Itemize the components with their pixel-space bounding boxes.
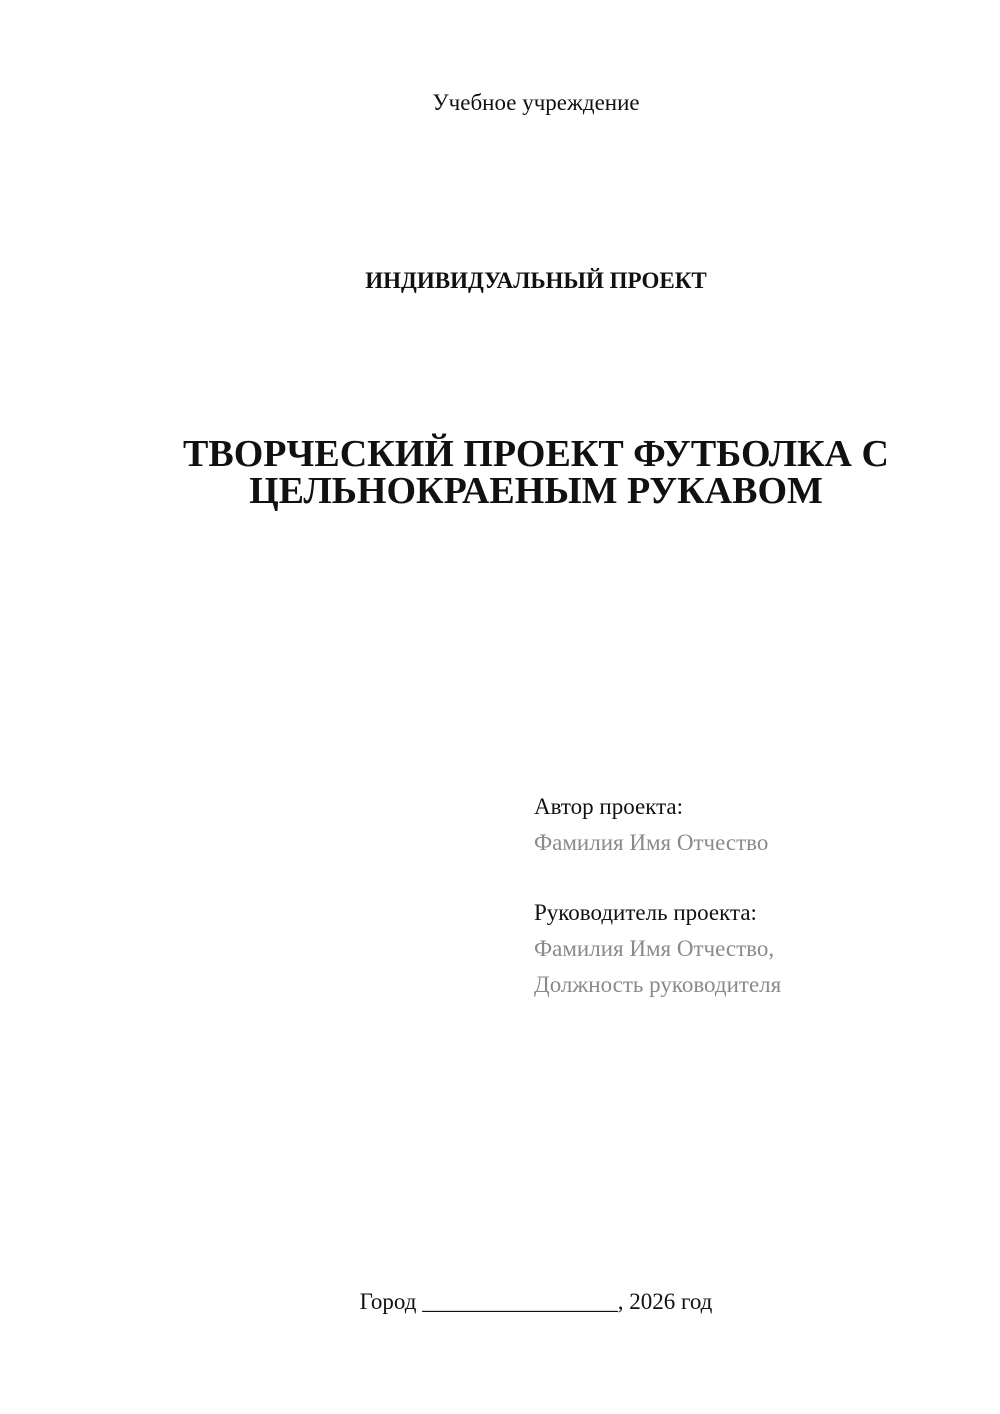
city-year-line: Город _________________, 2026 год [359, 1289, 713, 1314]
project-title-line-2: ЦЕЛЬНОКРАЕНЫМ РУКАВОМ [249, 470, 823, 512]
project-kind-heading: ИНДИВИДУАЛЬНЫЙ ПРОЕКТ [365, 268, 707, 293]
project-info-block [534, 789, 781, 1003]
author-label: Автор проекта: [534, 794, 683, 819]
institution-name: Учебное учреждение [432, 90, 640, 115]
supervisor-label: Руководитель проекта: [534, 900, 757, 925]
project-title-line-1: ТВОРЧЕСКИЙ ПРОЕКТ ФУТБОЛКА С [183, 433, 889, 475]
supervisor-name-placeholder: Фамилия Имя Отчество, [534, 936, 775, 961]
project-title [100, 433, 972, 512]
author-name-placeholder: Фамилия Имя Отчество [534, 830, 769, 855]
supervisor-position-placeholder: Должность руководителя [534, 972, 782, 997]
